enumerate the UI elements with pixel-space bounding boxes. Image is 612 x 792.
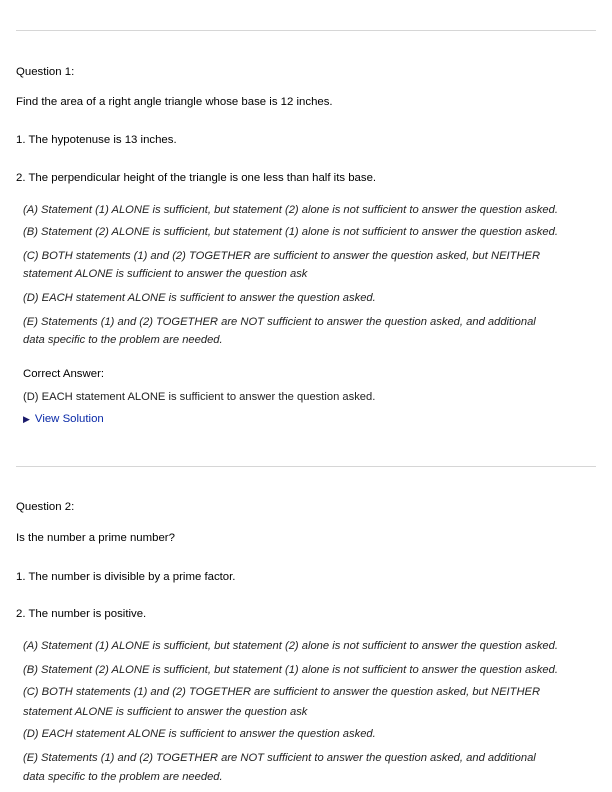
question-1-option-b: (B) Statement (2) ALONE is sufficient, but statement (1) alone is not sufficient to answer the question asked. (23, 226, 558, 238)
question-2-option-e-cont: data specific to the problem are needed. (23, 771, 223, 783)
question-2-option-d: (D) EACH statement ALONE is sufficient to answer the question asked. (23, 728, 376, 740)
correct-answer-text: (D) EACH statement ALONE is sufficient to answer the question asked. (23, 391, 376, 403)
top-divider (16, 30, 596, 31)
question-1-option-a: (A) Statement (1) ALONE is sufficient, but statement (2) alone is not sufficient to answer the question asked. (23, 204, 558, 216)
question-2-statement-1: 1. The number is divisible by a prime factor. (16, 571, 236, 583)
question-2-option-e: (E) Statements (1) and (2) TOGETHER are NOT sufficient to answer the question asked, and additional (23, 752, 536, 764)
correct-answer-label: Correct Answer: (23, 368, 105, 380)
question-2-option-b: (B) Statement (2) ALONE is sufficient, but statement (1) alone is not sufficient to answer the question asked. (23, 664, 558, 676)
question-1-option-c-cont: statement ALONE is sufficient to answer the question ask (23, 268, 308, 280)
question-2-heading: Question 2: (16, 501, 75, 513)
question-1-heading: Question 1: (16, 66, 75, 78)
question-1-statement-1: 1. The hypotenuse is 13 inches. (16, 134, 177, 146)
question-2-option-a: (A) Statement (1) ALONE is sufficient, but statement (2) alone is not sufficient to answer the question asked. (23, 640, 558, 652)
question-2-option-c-cont: statement ALONE is sufficient to answer the question ask (23, 706, 308, 718)
question-2-prompt: Is the number a prime number? (16, 532, 175, 544)
question-1-option-e: (E) Statements (1) and (2) TOGETHER are NOT sufficient to answer the question asked, and additional (23, 316, 536, 328)
question-1-statement-2: 2. The perpendicular height of the triangle is one less than half its base. (16, 172, 377, 184)
question-divider (16, 466, 596, 467)
question-2-option-c: (C) BOTH statements (1) and (2) TOGETHER are sufficient to answer the question asked, but NEITHER (23, 686, 541, 698)
view-solution-toggle[interactable] (23, 412, 104, 426)
question-1-option-e-cont: data specific to the problem are needed. (23, 334, 223, 346)
triangle-right-icon: ▶ (23, 414, 30, 424)
question-1-option-d: (D) EACH statement ALONE is sufficient to answer the question asked. (23, 292, 376, 304)
view-solution-label: View Solution (34, 413, 104, 425)
question-1-prompt: Find the area of a right angle triangle whose base is 12 inches. (16, 96, 333, 108)
question-1-option-c: (C) BOTH statements (1) and (2) TOGETHER are sufficient to answer the question asked, but NEITHER (23, 250, 541, 262)
question-2-statement-2: 2. The number is positive. (16, 608, 147, 620)
